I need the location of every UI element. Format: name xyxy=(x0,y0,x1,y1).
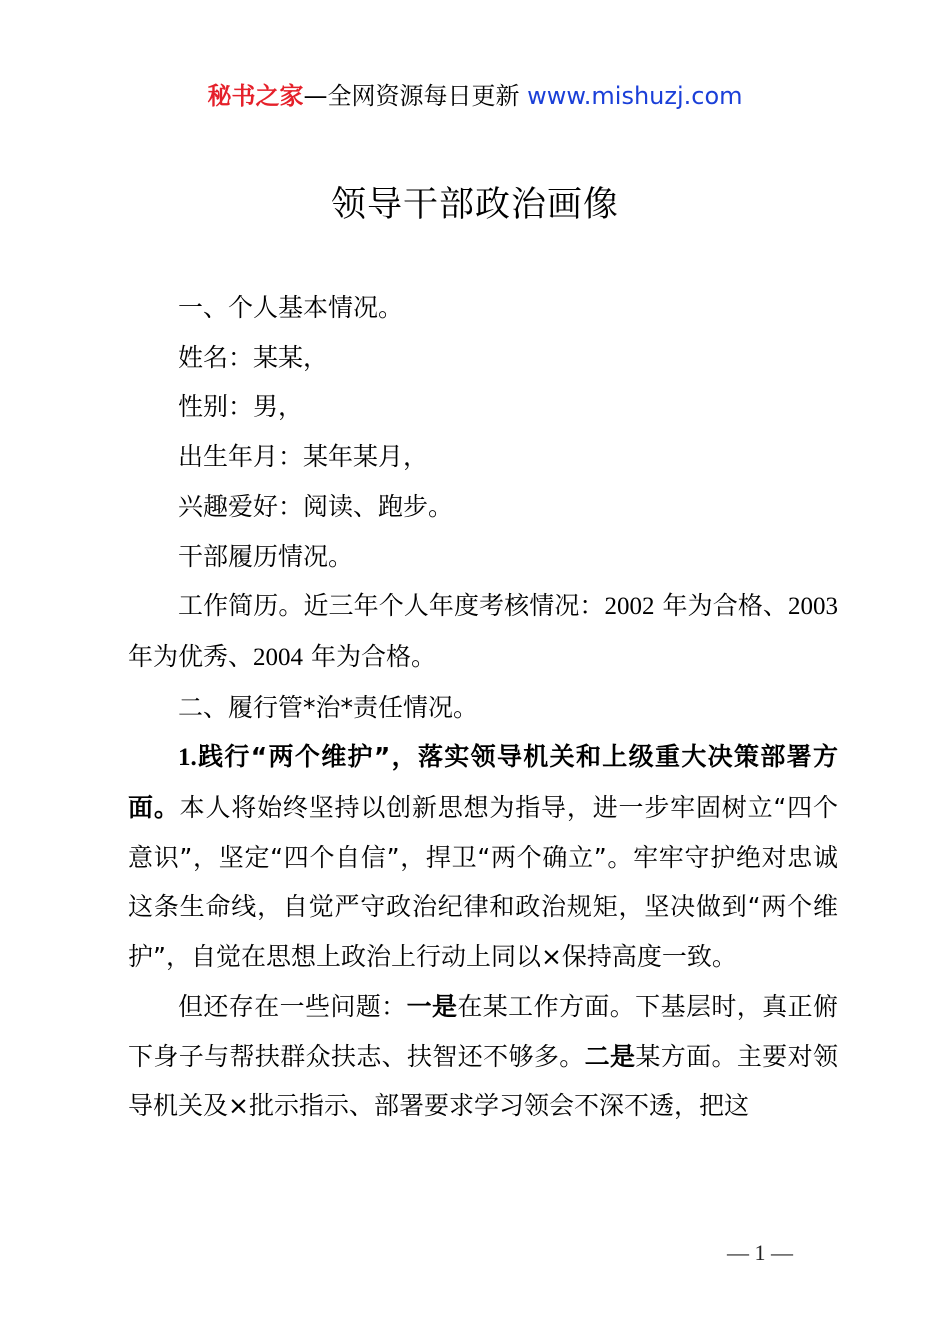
problems-paragraph xyxy=(128,982,838,1131)
year-2004: 2004 xyxy=(253,643,304,671)
document-body xyxy=(128,283,838,1131)
work-text-2: 年为合格、 xyxy=(654,591,788,621)
item1-text: 本人将始终坚持以创新思想为指导，进一步牢固树立“四个意识”，坚定“四个自信”，捍卫“两个确立”。牢牢守护绝对忠诚这条生命线，自觉严守政治纪律和政治规矩，坚决做到“两个维护”，自觉在思想上政治上行动上同以×保持高度一致。 xyxy=(128,793,838,972)
hobby-line: 兴趣爱好：阅读、跑步。 xyxy=(178,491,454,521)
item1-paragraph xyxy=(128,732,838,982)
gender-line: 性别：男， xyxy=(178,392,304,422)
site-header xyxy=(0,80,950,112)
item1-number: 1. xyxy=(178,744,197,772)
work-text-4: 年为合格。 xyxy=(303,641,436,671)
page-number: — 1 — xyxy=(727,1240,793,1265)
problems-lead: 但还存在一些问题： xyxy=(178,991,407,1021)
site-url-link[interactable]: www.mishuzj.com xyxy=(527,82,743,110)
work-history-paragraph xyxy=(128,581,838,682)
name-line: 姓名：某某， xyxy=(178,342,329,372)
section-heading-basic-info: 一、个人基本情况。 xyxy=(178,293,404,322)
brand-name: 秘书之家 xyxy=(207,82,304,110)
document-title: 领导干部政治画像 xyxy=(330,185,619,225)
section-heading-duty: 二、履行管*治*责任情况。 xyxy=(178,692,479,722)
problem-second-label: 二是 xyxy=(584,1041,636,1071)
year-2003: 2003 xyxy=(788,593,838,621)
work-text-1: 工作简历。近三年个人年度考核情况： xyxy=(178,591,605,621)
year-2002: 2002 xyxy=(604,593,655,621)
work-text-3: 年为优秀、 xyxy=(128,641,254,671)
item1-bold-heading: 践行“两个维护”，落实领导机关和上级重大决策部署方面。 xyxy=(128,742,838,823)
problem-first-text: 在某工作方面。下基层时，真正俯下身子与帮扶群众扶志、扶智还不够多。 xyxy=(128,991,838,1071)
birth-line: 出生年月：某年某月， xyxy=(178,442,429,472)
problem-first-label: 一是 xyxy=(406,991,458,1021)
resume-heading: 干部履历情况。 xyxy=(178,541,354,571)
header-slogan: —全网资源每日更新 xyxy=(303,82,528,110)
problem-second-text: 某方面。主要对领导机关及×批示指示、部署要求学习领会不深不透，把这 xyxy=(128,1041,838,1121)
